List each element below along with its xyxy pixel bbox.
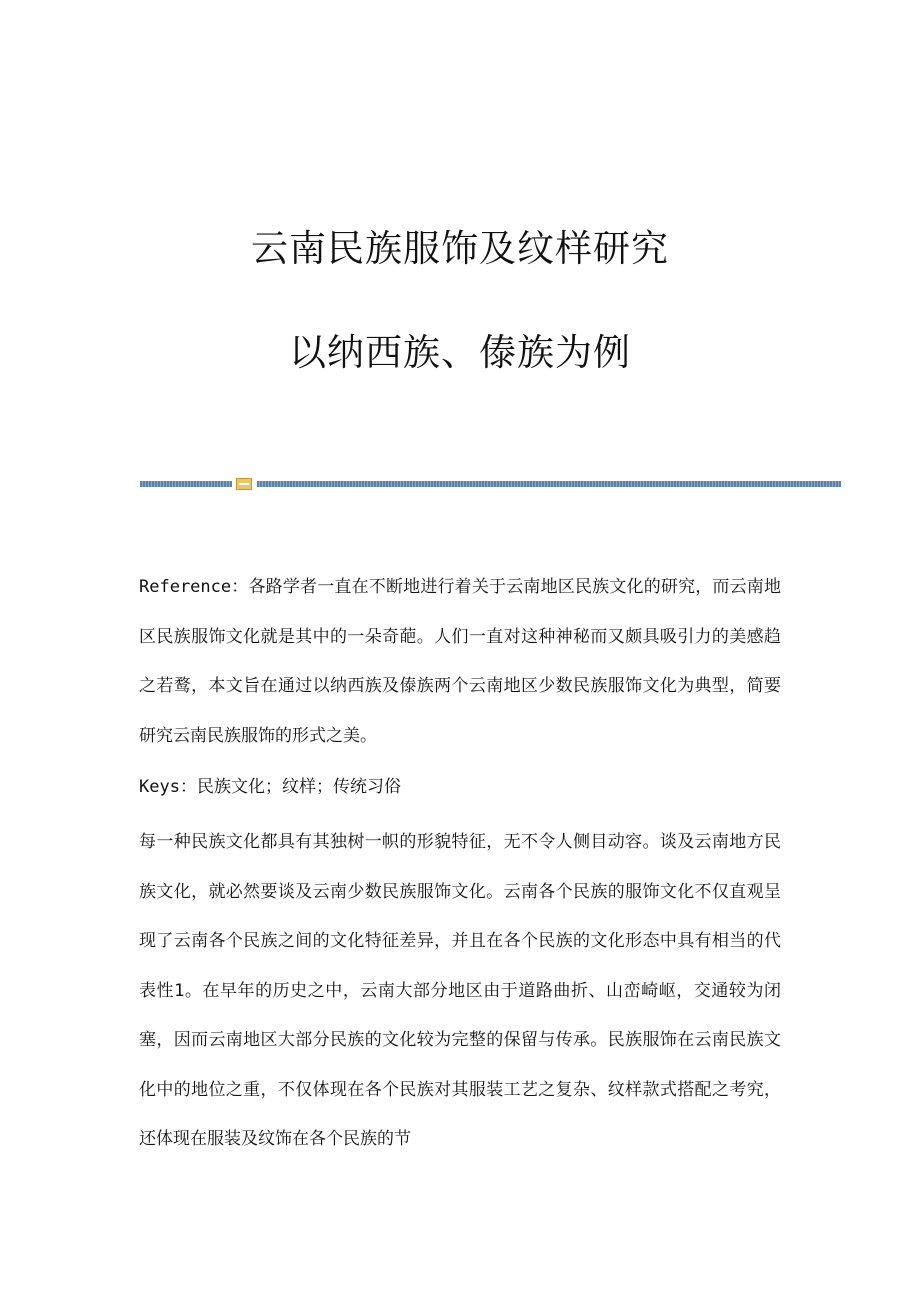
body-paragraph: 每一种民族文化都具有其独树一帜的形貌特征，无不令人侧目动容。谈及云南地方民族文化，就必然要谈及云南少数民族服饰文化。云南各个民族的服饰文化不仅直观呈现了云南各个民族之间的文化特征差异，并且在各个民族的文化形态中具有相当的代表性1。在早年的历史之中，云南大部分地区由于道路曲折、山峦崎岖，交通较为闭塞，因而云南地区大部分民族的文化较为完整的保留与传承。民族服饰在云南民族文化中的地位之重，不仅体现在各个民族对其服装工艺之复杂、纹样款式搭配之考究，还体现在服装及纹饰在各个民族的节 <box>139 832 781 1149</box>
document-subtitle: 以纳西族、傣族为例 <box>289 331 631 374</box>
title-divider <box>140 477 841 491</box>
document-title: 云南民族服饰及纹样研究 <box>251 227 669 270</box>
divider-ornament-icon <box>236 478 252 490</box>
divider-bar-left <box>140 481 232 487</box>
divider-bar-right <box>257 481 841 487</box>
abstract-paragraph: Reference：各路学者一直在不断地进行着关于云南地区民族文化的研究，而云南地区民族服饰文化就是其中的一朵奇葩。人们一直对这种神秘而又颇具吸引力的美感趋之若鹜，本文旨在通过以纳西族及傣族两个云南地区少数民族服饰文化为典型，简要研究云南民族服饰的形式之美。 <box>139 577 781 746</box>
keywords-paragraph: Keys：民族文化；纹样；传统习俗 <box>139 777 401 797</box>
